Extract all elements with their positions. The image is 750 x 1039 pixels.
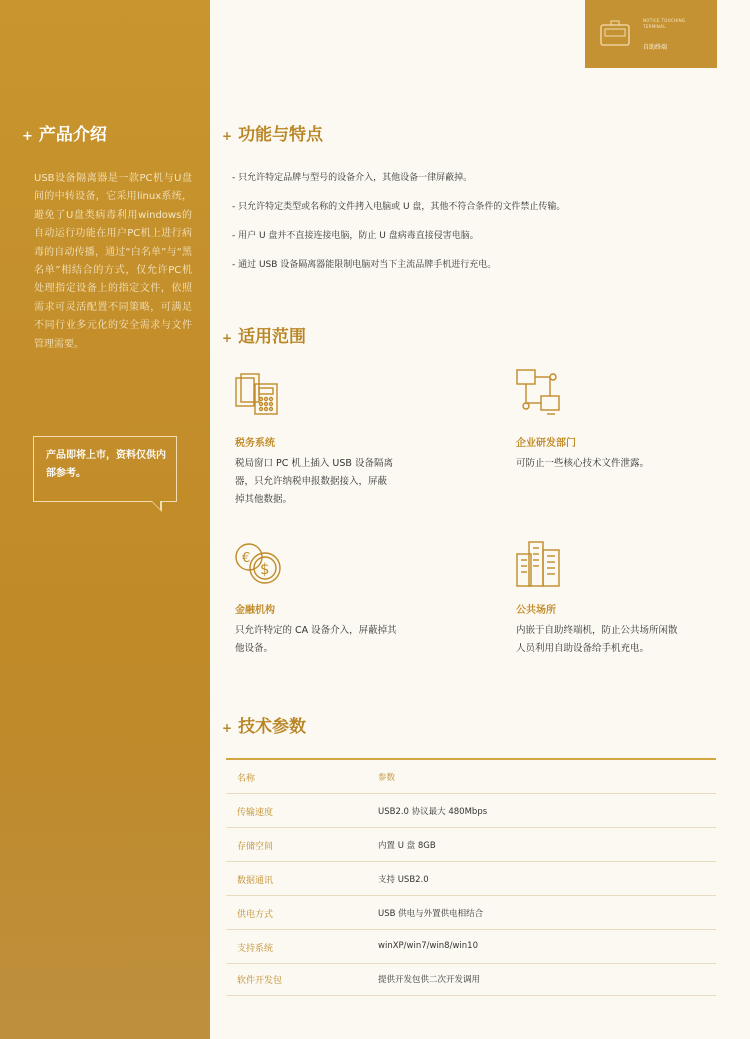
svg-text:$: $ xyxy=(260,560,270,578)
feature-item: - 只允许特定品牌与型号的设备介入，其他设备一律屏蔽掉。 xyxy=(232,173,473,183)
svg-text:€: € xyxy=(242,551,251,566)
network-computers-icon xyxy=(515,368,563,416)
table-header-row xyxy=(226,760,716,794)
terminal-icon xyxy=(599,20,631,48)
notice-text: 产品即将上市，资料仅供内部参考。 xyxy=(46,450,166,479)
calculator-documents-icon xyxy=(233,372,281,418)
feature-item: - 通过 USB 设备隔离器能限制电脑对当下主流品牌手机进行充电。 xyxy=(232,260,497,270)
applications-heading: + 适用范围 xyxy=(222,327,307,347)
buildings-icon xyxy=(515,538,563,588)
badge-cn-text: 自助终端 xyxy=(643,44,668,51)
table-row: 支持系统 winXP/win7/win8/win10 xyxy=(226,930,716,964)
plus-icon: + xyxy=(22,129,33,144)
app-title-tax: 税务系统 xyxy=(235,438,275,449)
sidebar-panel xyxy=(0,0,210,1039)
app-desc-rd: 可防止一些核心技术文件泄露。 xyxy=(516,458,650,469)
badge-en-text: NOTICE TOUCHING TERMINAL xyxy=(643,18,686,29)
plus-icon: + xyxy=(222,129,233,143)
feature-item: - 只允许特定类型或名称的文件拷入电脑或 U 盘，其他不符合条件的文件禁止传输。 xyxy=(232,202,566,212)
table-row: 传输速度 USB2.0 协议最大 480Mbps xyxy=(226,794,716,828)
app-desc-public: 内嵌于自助终端机，防止公共场所闲散 人员利用自助设备给手机充电。 xyxy=(516,625,678,654)
app-desc-finance: 只允许特定的 CA 设备介入，屏蔽掉其 他设备。 xyxy=(235,625,397,654)
table-row: 软件开发包 提供开发包供二次开发调用 xyxy=(226,962,716,996)
specs-heading: + 技术参数 xyxy=(222,717,307,737)
notice-box xyxy=(33,436,177,502)
product-description: USB设备隔离器是一款PC机与U盘间的中转设备，它采用linux系统，避免了U盘类病毒利用windows的自动运行功能在用户PC机上进行病毒的自动传播，通过“白名单”与“黑名单”相结合的方式，仅允许PC机处理指定设备上的指定文件，依照需求可灵活配置不同策略，可满足不同行业多元化的安全需求与文件管理需要。 xyxy=(34,173,192,350)
plus-icon: + xyxy=(222,331,233,345)
plus-icon: + xyxy=(222,721,233,735)
app-desc-tax: 税局窗口 PC 机上插入 USB 设备隔离 器，只允许纳税申报数据接入，屏蔽 掉其他数据。 xyxy=(235,458,393,505)
table-row: 供电方式 USB 供电与外置供电相结合 xyxy=(226,896,716,930)
sidebar-title: + 产品介绍 xyxy=(22,125,107,145)
app-title-finance: 金融机构 xyxy=(235,605,275,616)
currency-coins-icon xyxy=(233,540,283,586)
table-row: 存储空间 内置 U 盘 8GB xyxy=(226,828,716,862)
app-title-public: 公共场所 xyxy=(516,605,556,616)
corner-badge xyxy=(585,0,717,68)
header-name: 名称 xyxy=(237,774,256,784)
header-value: 参数 xyxy=(378,773,396,783)
app-title-rd: 企业研发部门 xyxy=(516,438,576,449)
feature-item: - 用户 U 盘并不直接连接电脑，防止 U 盘病毒直接侵害电脑。 xyxy=(232,231,479,241)
sidebar-shade xyxy=(0,740,210,1039)
table-row: 数据通讯 支持 USB2.0 xyxy=(226,862,716,896)
features-heading: + 功能与特点 xyxy=(222,125,324,145)
